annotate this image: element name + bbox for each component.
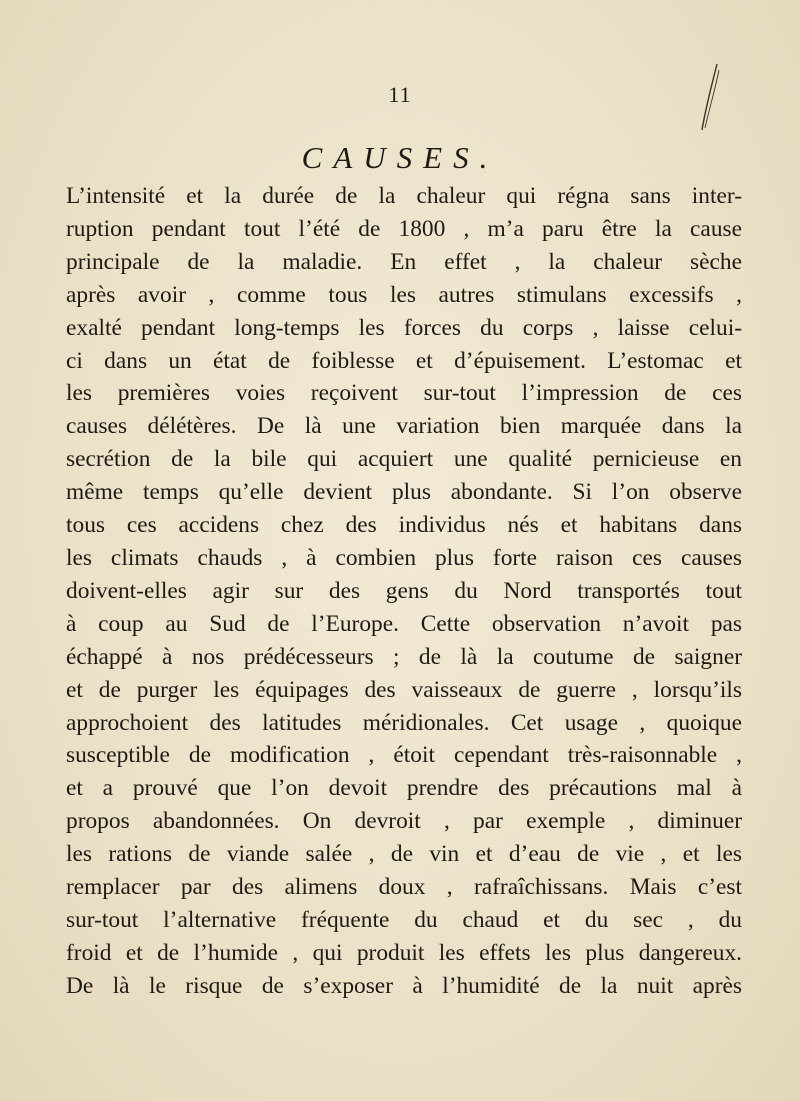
text-line: même temps qu’elle devient plus abondante. Si l’on observe <box>66 479 742 506</box>
text-line: L’intensité et la durée de la chaleur qui régna sans inter- <box>66 183 742 209</box>
text-line: et a prouvé que l’on devoit prendre des précautions mal à <box>66 775 742 802</box>
text-line: sur-tout l’alternative fréquente du chaud et du sec , du <box>66 906 742 933</box>
text-line: doivent-elles agir sur des gens du Nord transportés tout <box>66 577 742 604</box>
text-line: secrétion de la bile qui acquiert une qualité pernicieuse en <box>66 446 742 473</box>
text-line: approchoient des latitudes méridionales. Cet usage , quoique <box>66 709 742 736</box>
text-line: principale de la maladie. En effet , la chaleur sèche <box>66 248 742 275</box>
text-line: exalté pendant long-temps les forces du corps , laisse celui- <box>66 314 742 341</box>
text-line: après avoir , comme tous les autres stimulans excessifs , <box>66 281 742 308</box>
text-line: remplacer par des alimens doux , rafraîchissans. Mais c’est <box>66 874 742 901</box>
text-line: susceptible de modification , étoit cependant très-raisonnable , <box>66 742 742 769</box>
text-line: à coup au Sud de l’Europe. Cette observation n’avoit pas <box>66 610 742 637</box>
text-line: ci dans un état de foiblesse et d’épuisement. L’estomac et <box>66 347 742 374</box>
text-line: échappé à nos prédécesseurs ; de là la coutume de saigner <box>66 643 742 670</box>
text-line: causes délétères. De là une variation bien marquée dans la <box>66 413 742 440</box>
text-line: les climats chauds , à combien plus forte raison ces causes <box>66 544 742 571</box>
text-line: De là le risque de s’exposer à l’humidité de la nuit après <box>66 972 742 999</box>
text-line: propos abandonnées. On devroit , par exemple , diminuer <box>66 808 742 835</box>
text-line: les premières voies reçoivent sur-tout l’impression de ces <box>66 380 742 407</box>
page-number: 11 <box>388 82 412 107</box>
text-line: froid et de l’humide , qui produit les effets les plus dangereux. <box>66 939 742 966</box>
body-text <box>66 180 742 1003</box>
margin-pencil-mark <box>700 62 720 132</box>
chapter-title: CAUSES. <box>301 140 499 175</box>
text-line: ruption pendant tout l’été de 1800 , m’a paru être la cause <box>66 215 742 242</box>
text-line: et de purger les équipages des vaisseaux de guerre , lorsqu’ils <box>66 676 742 703</box>
text-line: tous ces accidens chez des individus nés et habitans dans <box>66 512 742 539</box>
text-line: les rations de viande salée , de vin et d’eau de vie , et les <box>66 841 742 868</box>
